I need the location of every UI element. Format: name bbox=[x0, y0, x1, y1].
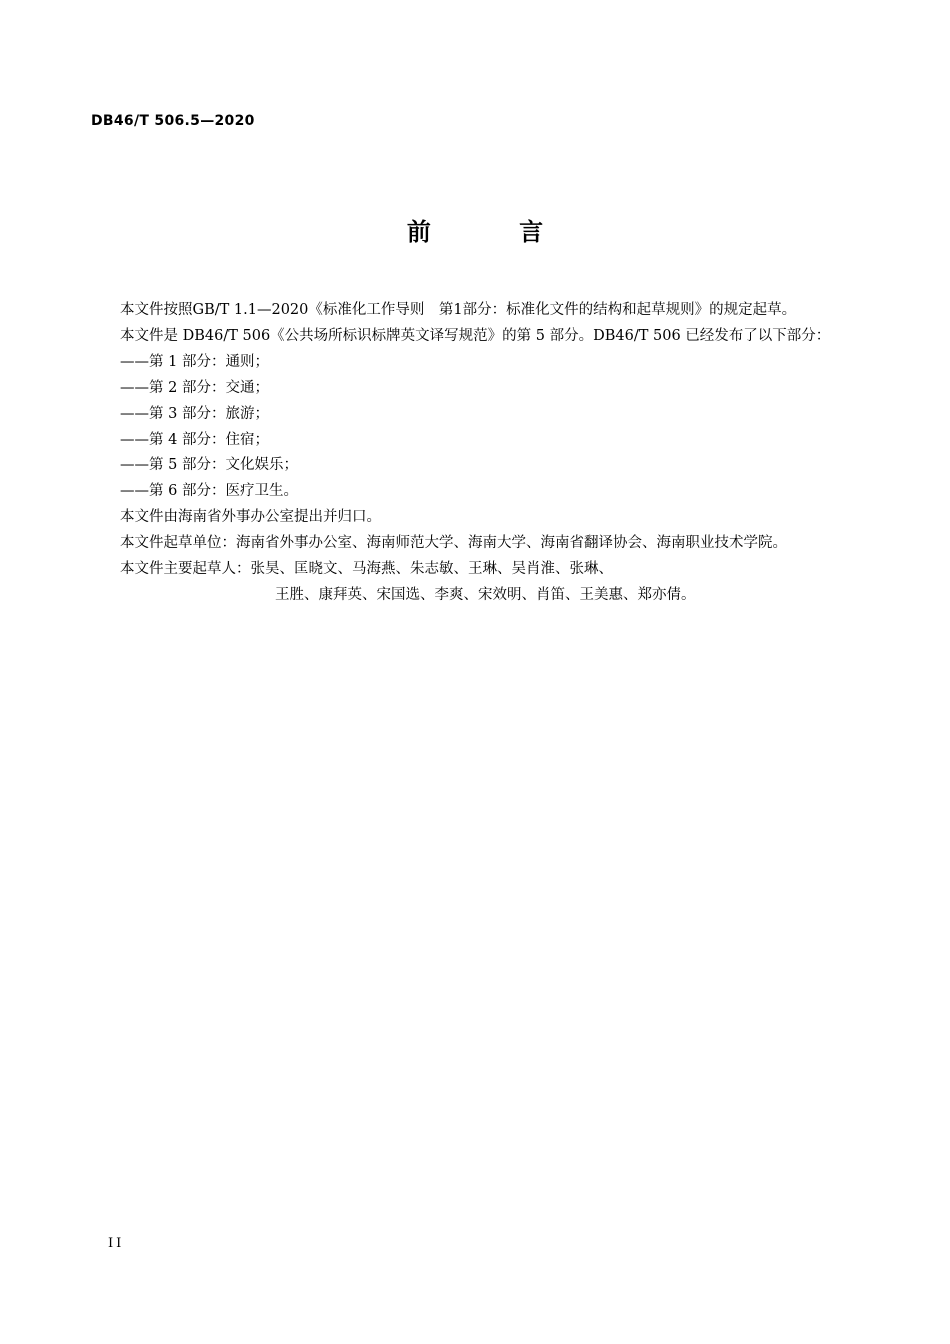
paragraph-drafting-units: 本文件起草单位：海南省外事办公室、海南师范大学、海南大学、海南省翻译协会、海南职业技术学院。 bbox=[120, 535, 787, 552]
paragraph-series-info: 本文件是 DB46/T 506《公共场所标识标牌英文译写规范》的第 5 部分。DB46/T 506 已经发布了以下部分： bbox=[120, 327, 831, 344]
list-item-part-1: ——第 1 部分：通则； bbox=[120, 353, 269, 370]
paragraph-drafters-continued: 王胜、康拜英、宋国选、李爽、宋效明、肖笛、王美惠、郑亦倩。 bbox=[275, 586, 696, 603]
list-item-part-4: ——第 4 部分：住宿； bbox=[120, 431, 269, 448]
page-title: 前 言 bbox=[406, 218, 584, 246]
list-item-part-2: ——第 2 部分：交通； bbox=[120, 379, 269, 396]
list-item-part-6: ——第 6 部分：医疗卫生。 bbox=[120, 483, 298, 500]
list-item-part-5: ——第 5 部分：文化娱乐； bbox=[120, 457, 298, 474]
document-code: DB46/T 506.5—2020 bbox=[91, 113, 255, 129]
page-number: II bbox=[108, 1236, 125, 1251]
paragraph-proposer: 本文件由海南省外事办公室提出并归口。 bbox=[120, 509, 381, 526]
paragraph-drafting-basis: 本文件按照GB/T 1.1—2020《标准化工作导则 第1部分：标准化文件的结构和起草规则》的规定起草。 bbox=[120, 302, 797, 318]
list-item-part-3: ——第 3 部分：旅游； bbox=[120, 405, 269, 422]
foreword-body bbox=[91, 298, 839, 609]
paragraph-drafters: 本文件主要起草人：张昊、匡晓文、马海燕、朱志敏、王琳、吴肖淮、张琳、 bbox=[120, 561, 613, 578]
